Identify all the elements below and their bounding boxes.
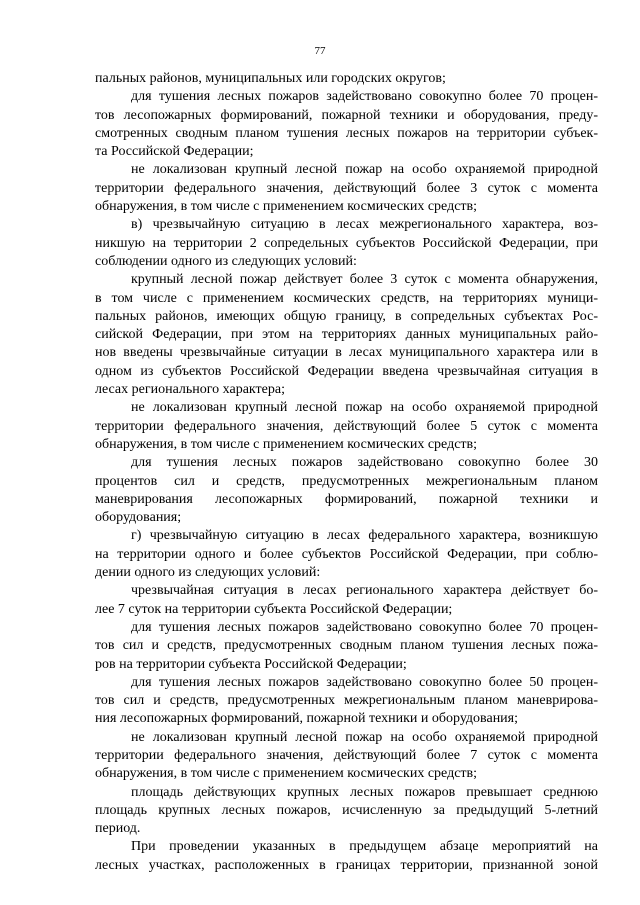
text-line: оборудования;	[95, 510, 182, 526]
text-line: смотренных сводным планом тушения лесных пожаров на территории субъек-	[95, 125, 598, 141]
text-line: крупный лесной пожар действует более 3 суток с момента обнаружения,	[131, 272, 598, 288]
text-line: лесных участках, расположенных в границах территории, признанной зоной	[95, 857, 598, 873]
text-line: ров на территории субъекта Российской Федерации;	[95, 656, 407, 672]
text-line: тов лесопожарных формирований, пожарной техники и оборудования, преду-	[95, 107, 598, 123]
text-line: та Российской Федерации;	[95, 144, 254, 160]
text-line: площадь действующих крупных лесных пожаров превышает среднюю	[131, 784, 598, 800]
text-line: для тушения лесных пожаров задействовано совокупно более 70 процен-	[131, 619, 598, 635]
text-line: тов сил и средств, предусмотренных сводным планом тушения лесных пожа-	[95, 638, 598, 654]
paragraph	[95, 161, 598, 216]
paragraph	[95, 619, 598, 674]
text-line: период.	[95, 821, 141, 837]
paragraph	[95, 399, 598, 454]
paragraph	[95, 729, 598, 784]
text-line: сийской Федерации, при этом на территориях данных муниципальных райо-	[95, 327, 598, 343]
text-line: территории федерального значения, действующий более 7 суток с момента	[95, 747, 598, 763]
text-line: пальных районов, муниципальных или городских округов;	[95, 71, 446, 86]
text-line: обнаружения, в том числе с применением космических средств;	[95, 436, 478, 452]
text-line: территории федерального значения, действующий более 3 суток с момента	[95, 180, 598, 196]
paragraph	[95, 838, 598, 875]
text-line: При проведении указанных в предыдущем абзаце мероприятий на	[131, 839, 598, 855]
paragraph	[95, 216, 598, 271]
paragraph	[95, 454, 598, 527]
text-line: для тушения лесных пожаров задействовано совокупно более 70 процен-	[131, 89, 598, 105]
text-line: не локализован крупный лесной пожар на особо охраняемой природной	[131, 400, 598, 416]
text-line: пальных районов, имеющих общую границу, в сопредельных субъектах Рос-	[95, 308, 598, 324]
text-line: нов введены чрезвычайные ситуации в лесах муниципального характера или в	[95, 345, 598, 361]
text-line: площадь крупных лесных пожаров, исчисленную за предыдущий 5-летний	[95, 802, 598, 818]
text-line: тов сил и средств, предусмотренных межрегиональным планом маневрирова-	[95, 693, 598, 709]
text-line: для тушения лесных пожаров задействовано совокупно более 30	[131, 455, 598, 471]
document-body	[95, 70, 598, 875]
text-line: никшую на территории 2 сопредельных субъектов Российской Федерации, при	[95, 235, 598, 251]
text-line: лее 7 суток на территории субъекта Российской Федерации;	[95, 601, 453, 617]
text-line: не локализован крупный лесной пожар на особо охраняемой природной	[131, 162, 598, 178]
text-line: территории федерального значения, действующий более 5 суток с момента	[95, 418, 598, 434]
paragraph	[95, 88, 598, 161]
paragraph	[95, 582, 598, 619]
text-line: в том числе с применением космических средств, на территориях муници-	[95, 290, 598, 306]
page-number: 77	[314, 45, 326, 57]
text-line: в) чрезвычайную ситуацию в лесах межрегионального характера, воз-	[131, 217, 598, 233]
text-line: на территории одного и более субъектов Российской Федерации, при соблю-	[95, 546, 598, 562]
text-line: чрезвычайная ситуация в лесах регионального характера действует бо-	[131, 583, 598, 599]
paragraph	[95, 271, 598, 399]
text-line: процентов сил и средств, предусмотренных межрегиональным планом	[95, 473, 598, 489]
text-line: одном из субъектов Российской Федерации введена чрезвычайная ситуация в	[95, 363, 598, 379]
paragraph	[95, 70, 598, 88]
paragraph	[95, 527, 598, 582]
paragraph	[95, 674, 598, 729]
text-line: соблюдении одного из следующих условий:	[95, 253, 357, 269]
text-line: ния лесопожарных формирований, пожарной техники и оборудования;	[95, 711, 519, 727]
text-line: лесах регионального характера;	[95, 382, 285, 398]
text-line: обнаружения, в том числе с применением космических средств;	[95, 199, 478, 215]
text-line: маневрирования лесопожарных формирований, пожарной техники и	[95, 491, 598, 507]
text-line: для тушения лесных пожаров задействовано совокупно более 50 процен-	[131, 674, 598, 690]
text-line: г) чрезвычайную ситуацию в лесах федерального характера, возникшую	[131, 528, 598, 544]
text-line: обнаружения, в том числе с применением космических средств;	[95, 766, 478, 782]
text-line: дении одного из следующих условий:	[95, 565, 321, 581]
paragraph	[95, 784, 598, 839]
text-line: не локализован крупный лесной пожар на особо охраняемой природной	[131, 729, 598, 745]
